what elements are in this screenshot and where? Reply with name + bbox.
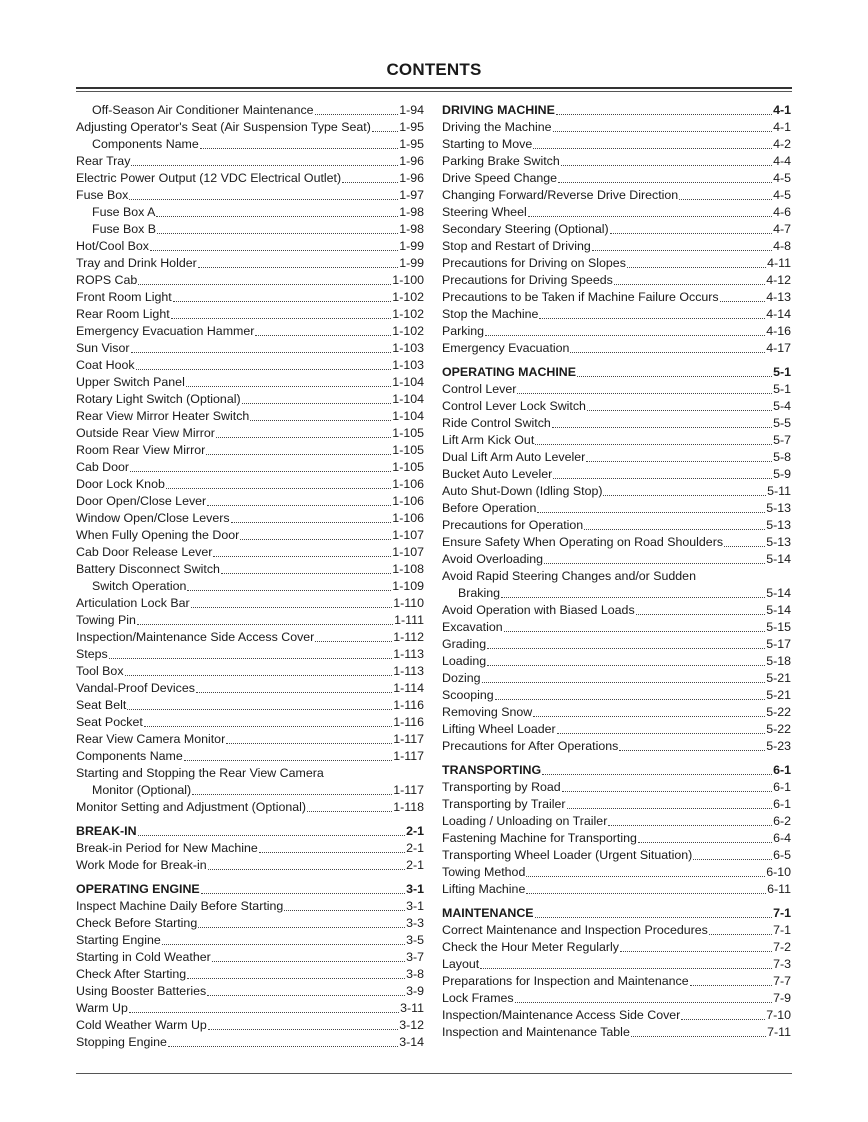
toc-entry[interactable]: Electric Power Output (12 VDC Electrical Outlet) 1-96 bbox=[76, 171, 424, 185]
toc-section-heading[interactable]: DRIVING MACHINE 4-1 bbox=[442, 103, 791, 117]
toc-entry[interactable]: Front Room Light 1-102 bbox=[76, 290, 424, 304]
toc-entry[interactable]: Rotary Light Switch (Optional) 1-104 bbox=[76, 392, 424, 406]
title-rule-thin bbox=[76, 91, 792, 92]
toc-entry[interactable]: Door Lock Knob 1-106 bbox=[76, 477, 424, 491]
toc-entry[interactable]: Vandal-Proof Devices 1-114 bbox=[76, 681, 424, 695]
toc-entry[interactable]: Switch Operation 1-109 bbox=[92, 579, 424, 593]
toc-entry-line[interactable]: Starting and Stopping the Rear View Camera bbox=[76, 766, 324, 780]
title-rule bbox=[76, 87, 792, 89]
toc-entry[interactable]: Emergency Evacuation 4-17 bbox=[442, 341, 791, 355]
toc-entry[interactable]: Tray and Drink Holder 1-99 bbox=[76, 256, 424, 270]
toc-section-heading[interactable]: OPERATING ENGINE 3-1 bbox=[76, 882, 424, 896]
toc-left-column bbox=[76, 102, 424, 1051]
toc-entry[interactable]: Steps 1-113 bbox=[76, 647, 424, 661]
toc-entry[interactable]: Lock Frames 7-9 bbox=[442, 991, 791, 1005]
toc-entry[interactable]: Avoid Overloading 5-14 bbox=[442, 552, 791, 566]
toc-entry[interactable]: Parking Brake Switch 4-4 bbox=[442, 154, 791, 168]
toc-entry[interactable]: Braking 5-14 bbox=[458, 586, 791, 600]
toc-entry[interactable]: Transporting Wheel Loader (Urgent Situation) 6-5 bbox=[442, 848, 791, 862]
toc-entry[interactable]: Avoid Operation with Biased Loads 5-14 bbox=[442, 603, 791, 617]
toc-entry[interactable]: Cab Door 1-105 bbox=[76, 460, 424, 474]
toc-entry[interactable]: When Fully Opening the Door 1-107 bbox=[76, 528, 424, 542]
toc-entry[interactable]: Towing Pin 1-111 bbox=[76, 613, 424, 627]
toc-entry[interactable]: Transporting by Trailer 6-1 bbox=[442, 797, 791, 811]
toc-entry[interactable]: Precautions for Driving on Slopes 4-11 bbox=[442, 256, 791, 270]
toc-entry[interactable]: Loading 5-18 bbox=[442, 654, 791, 668]
toc-entry[interactable]: Control Lever 5-1 bbox=[442, 382, 791, 396]
toc-entry[interactable]: Warm Up 3-11 bbox=[76, 1001, 424, 1015]
page-title: CONTENTS bbox=[386, 60, 482, 79]
toc-entry[interactable]: Correct Maintenance and Inspection Procedures 7-1 bbox=[442, 923, 791, 937]
toc-section-heading[interactable]: OPERATING MACHINE 5-1 bbox=[442, 365, 791, 379]
toc-entry[interactable]: Cab Door Release Lever 1-107 bbox=[76, 545, 424, 559]
toc-section-heading[interactable]: MAINTENANCE 7-1 bbox=[442, 906, 791, 920]
footer-rule bbox=[76, 1073, 792, 1074]
toc-entry[interactable]: Driving the Machine 4-1 bbox=[442, 120, 791, 134]
toc-entry[interactable]: Upper Switch Panel 1-104 bbox=[76, 375, 424, 389]
toc-entry[interactable]: Hot/Cool Box 1-99 bbox=[76, 239, 424, 253]
toc-section-heading[interactable]: BREAK-IN 2-1 bbox=[76, 824, 424, 838]
toc-entry[interactable]: Break-in Period for New Machine 2-1 bbox=[76, 841, 424, 855]
toc-entry[interactable]: Lifting Machine 6-11 bbox=[442, 882, 791, 896]
toc-right-column bbox=[442, 102, 791, 1041]
toc-entry[interactable]: Precautions to be Taken if Machine Failure Occurs 4-13 bbox=[442, 290, 791, 304]
toc-entry[interactable]: Ensure Safety When Operating on Road Shoulders 5-13 bbox=[442, 535, 791, 549]
toc-entry[interactable]: Bucket Auto Leveler 5-9 bbox=[442, 467, 791, 481]
toc-entry[interactable]: Starting to Move 4-2 bbox=[442, 137, 791, 151]
toc-entry[interactable]: Precautions for Driving Speeds 4-12 bbox=[442, 273, 791, 287]
toc-entry[interactable]: Preparations for Inspection and Maintenance 7-7 bbox=[442, 974, 791, 988]
toc-entry[interactable]: Fuse Box B 1-98 bbox=[92, 222, 424, 236]
toc-entry[interactable]: Inspection/Maintenance Access Side Cover 7-10 bbox=[442, 1008, 791, 1022]
toc-entry[interactable]: Sun Visor 1-103 bbox=[76, 341, 424, 355]
toc-entry[interactable]: Using Booster Batteries 3-9 bbox=[76, 984, 424, 998]
toc-entry[interactable]: Lifting Wheel Loader 5-22 bbox=[442, 722, 791, 736]
toc-entry[interactable]: Towing Method 6-10 bbox=[442, 865, 791, 879]
toc-entry[interactable]: Rear Tray 1-96 bbox=[76, 154, 424, 168]
toc-section-heading[interactable]: TRANSPORTING 6-1 bbox=[442, 763, 791, 777]
toc-entry[interactable]: Lift Arm Kick Out 5-7 bbox=[442, 433, 791, 447]
toc-entry[interactable]: Inspection/Maintenance Side Access Cover 1-112 bbox=[76, 630, 424, 644]
toc-entry[interactable]: Layout 7-3 bbox=[442, 957, 791, 971]
toc-entry[interactable]: Coat Hook 1-103 bbox=[76, 358, 424, 372]
toc-entry[interactable]: Control Lever Lock Switch 5-4 bbox=[442, 399, 791, 413]
toc-entry[interactable]: Rear View Mirror Heater Switch 1-104 bbox=[76, 409, 424, 423]
toc-entry-line[interactable]: Avoid Rapid Steering Changes and/or Sudden bbox=[442, 569, 696, 583]
toc-entry[interactable]: Outside Rear View Mirror 1-105 bbox=[76, 426, 424, 440]
toc-entry[interactable]: Articulation Lock Bar 1-110 bbox=[76, 596, 424, 610]
toc-entry[interactable]: Stop the Machine 4-14 bbox=[442, 307, 791, 321]
toc-entry[interactable]: Stopping Engine 3-14 bbox=[76, 1035, 424, 1049]
toc-entry[interactable]: Components Name 1-117 bbox=[76, 749, 424, 763]
toc-entry[interactable]: Inspect Machine Daily Before Starting 3-1 bbox=[76, 899, 424, 913]
toc-entry[interactable]: Changing Forward/Reverse Drive Direction 4-5 bbox=[442, 188, 791, 202]
toc-entry[interactable]: Dual Lift Arm Auto Leveler 5-8 bbox=[442, 450, 791, 464]
toc-entry[interactable]: Check the Hour Meter Regularly 7-2 bbox=[442, 940, 791, 954]
toc-entry[interactable]: Adjusting Operator's Seat (Air Suspension Type Seat) 1-95 bbox=[76, 120, 424, 134]
toc-entry[interactable]: Work Mode for Break-in 2-1 bbox=[76, 858, 424, 872]
toc-entry[interactable]: Cold Weather Warm Up 3-12 bbox=[76, 1018, 424, 1032]
toc-entry[interactable]: Transporting by Road 6-1 bbox=[442, 780, 791, 794]
toc-entry[interactable]: Window Open/Close Levers 1-106 bbox=[76, 511, 424, 525]
toc-entry[interactable]: Monitor (Optional) 1-117 bbox=[92, 783, 424, 797]
toc-entry[interactable]: Check After Starting 3-8 bbox=[76, 967, 424, 981]
toc-entry[interactable]: Seat Belt 1-116 bbox=[76, 698, 424, 712]
toc-entry[interactable]: ROPS Cab 1-100 bbox=[76, 273, 424, 287]
toc-entry[interactable]: Fuse Box A 1-98 bbox=[92, 205, 424, 219]
toc-entry[interactable]: Starting Engine 3-5 bbox=[76, 933, 424, 947]
toc-entry[interactable]: Before Operation 5-13 bbox=[442, 501, 791, 515]
toc-entry[interactable]: Removing Snow 5-22 bbox=[442, 705, 791, 719]
toc-entry[interactable]: Ride Control Switch 5-5 bbox=[442, 416, 791, 430]
toc-entry[interactable]: Check Before Starting 3-3 bbox=[76, 916, 424, 930]
toc-entry[interactable]: Starting in Cold Weather 3-7 bbox=[76, 950, 424, 964]
toc-entry[interactable]: Precautions for Operation 5-13 bbox=[442, 518, 791, 532]
toc-entry[interactable]: Battery Disconnect Switch 1-108 bbox=[76, 562, 424, 576]
toc-entry[interactable]: Parking 4-16 bbox=[442, 324, 791, 338]
toc-entry[interactable]: Loading / Unloading on Trailer 6-2 bbox=[442, 814, 791, 828]
toc-entry[interactable]: Emergency Evacuation Hammer 1-102 bbox=[76, 324, 424, 338]
toc-entry[interactable]: Grading 5-17 bbox=[442, 637, 791, 651]
toc-entry[interactable]: Off-Season Air Conditioner Maintenance 1-94 bbox=[92, 103, 424, 117]
toc-entry[interactable]: Rear View Camera Monitor 1-117 bbox=[76, 732, 424, 746]
toc-entry[interactable]: Dozing 5-21 bbox=[442, 671, 791, 685]
toc-entry[interactable]: Fuse Box 1-97 bbox=[76, 188, 424, 202]
toc-entry[interactable]: Rear Room Light 1-102 bbox=[76, 307, 424, 321]
toc-entry[interactable]: Inspection and Maintenance Table 7-11 bbox=[442, 1025, 791, 1039]
toc-entry[interactable]: Steering Wheel 4-6 bbox=[442, 205, 791, 219]
toc-entry[interactable]: Excavation 5-15 bbox=[442, 620, 791, 634]
toc-entry[interactable]: Auto Shut-Down (Idling Stop) 5-11 bbox=[442, 484, 791, 498]
toc-entry[interactable]: Secondary Steering (Optional) 4-7 bbox=[442, 222, 791, 236]
toc-entry[interactable]: Tool Box 1-113 bbox=[76, 664, 424, 678]
toc-entry[interactable]: Door Open/Close Lever 1-106 bbox=[76, 494, 424, 508]
toc-entry[interactable]: Fastening Machine for Transporting 6-4 bbox=[442, 831, 791, 845]
toc-entry[interactable]: Room Rear View Mirror 1-105 bbox=[76, 443, 424, 457]
toc-entry[interactable]: Monitor Setting and Adjustment (Optional) 1-118 bbox=[76, 800, 424, 814]
toc-entry[interactable]: Drive Speed Change 4-5 bbox=[442, 171, 791, 185]
toc-entry[interactable]: Stop and Restart of Driving 4-8 bbox=[442, 239, 791, 253]
toc-entry[interactable]: Precautions for After Operations 5-23 bbox=[442, 739, 791, 753]
toc-entry[interactable]: Scooping 5-21 bbox=[442, 688, 791, 702]
toc-entry[interactable]: Components Name 1-95 bbox=[92, 137, 424, 151]
toc-entry[interactable]: Seat Pocket 1-116 bbox=[76, 715, 424, 729]
